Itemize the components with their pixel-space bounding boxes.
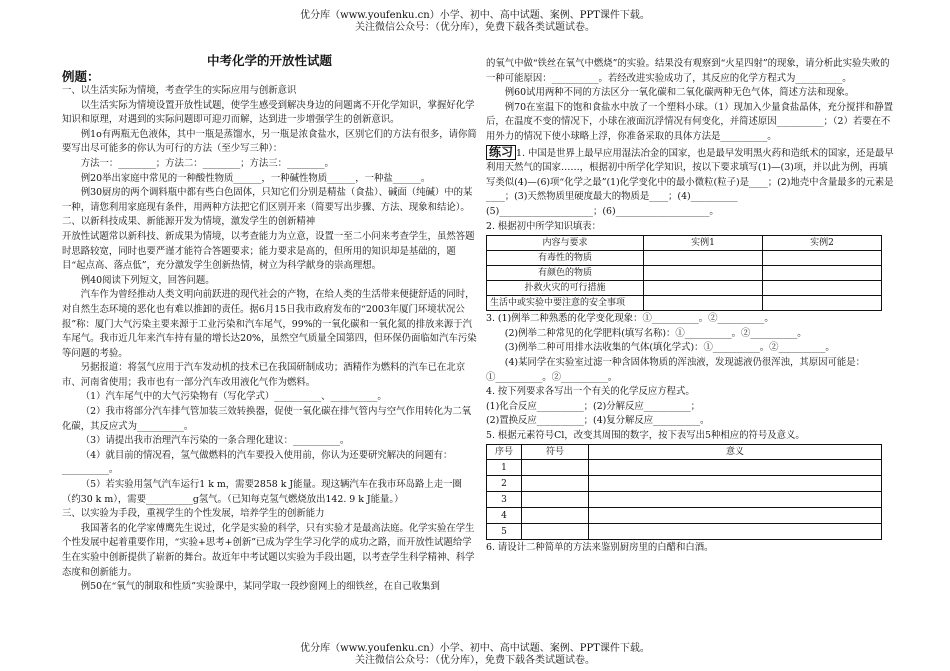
answer-cell[interactable]	[589, 476, 882, 492]
section-heading-1: 一、以生活实际为情境，考查学生的实际应用与创新意识	[62, 85, 297, 96]
answer-cell[interactable]	[589, 508, 882, 524]
question-6: 6. 请设计二种简单的方法来鉴别厨房里的白醋和白酒。	[486, 542, 714, 554]
answer-cell[interactable]	[644, 251, 763, 266]
right-column	[486, 57, 894, 556]
table-header: 实例1	[644, 236, 763, 251]
question-4-2: （2）我市将部分汽车排气管加装三效转换器，促使一氧化碳在排气管内与空气作用转化为二氧化碳，其反应式为__________。	[62, 406, 472, 432]
footer-line-1: 优分库（www.youfenku.cn）小学、初中、高中试题、案例、PPT课件下载。	[300, 643, 650, 654]
table-cell: 有颜色的物质	[487, 266, 644, 281]
table-cell: 5	[487, 524, 522, 540]
answer-cell[interactable]	[589, 524, 882, 540]
answer-cell[interactable]	[589, 492, 882, 508]
answer-cell[interactable]	[522, 524, 589, 540]
table-row	[487, 281, 882, 296]
table-header: 符号	[522, 445, 589, 460]
question-4-5: （5）若实验用氢气汽车运行1 k m，需要2858 k J能量。现这辆汽车在我市环岛路上走一圈（约30 k m），需要__________g氢气。（已知每克氢气燃烧放出142. 9 k J能量。）	[62, 479, 462, 505]
section-heading-3: 三、以实验为手段，重视学生的个性发展，培养学生的创新能力	[62, 508, 325, 520]
answer-cell[interactable]	[522, 508, 589, 524]
question-4: 4. 按下列要求各写出一个有关的化学反应方程式。	[486, 386, 695, 398]
example-7: 例70在室温下的饱和食盐水中放了一个塑料小球。（1）现加入少量食盐晶体，充分搅拌和静置后，在温度不变的情况下，小球在液面沉浮情况有何变化，并简述原因__________；（2）若要在不用外力的情况下使小球略上浮，你准备采取的具体方法是__________。	[486, 101, 893, 142]
question-4-4: （4）就目前的情况看，氢气做燃料的汽车要投入使用前，你认为还要研究解决的问题有：__________。	[62, 449, 453, 476]
answer-cell[interactable]	[589, 460, 882, 476]
passage: 另据报道：将氢气应用于汽车发动机的技术已在我国研制成功；酒精作为燃料的汽车已在北京市、河南省使用；我市也有一部分汽车改用液化气作为燃料。	[62, 362, 466, 388]
question-3-3: (3)例举二种可用排水法收集的气体(填化学式)：①__________。②__________。	[504, 342, 835, 354]
example-3: 例30厨房的两个调料瓶中都有些白色固体，只知它们分别是精盐（食盐）、碱面（纯碱）中的某一种，请您利用家庭现有条件，用两种方法把它们区别开来（简要写出步骤、方法、现象和结论）。	[62, 187, 473, 213]
question-5: 5. 根据元素符号Cl，改变其周围的数字，按下表写出5种相应的符号及意义。	[486, 429, 805, 441]
answer-cell[interactable]	[763, 251, 882, 266]
example-1: 例1o有两瓶无色液体，其中一瓶是蒸馏水，另一瓶是浓食盐水，区别它们的方法有很多，请你简要写出尽可能多的你认为可行的方法（至少写三种）：	[62, 128, 477, 155]
table-header: 实例2	[763, 236, 882, 251]
table-cell: 1	[487, 460, 522, 476]
table-cell: 2	[487, 476, 522, 492]
table-header: 内容与要求	[487, 236, 644, 251]
example-5: 例50在“氧气的制取和性质”实验课中，某同学取一段纱窗网上的细铁丝，在自己收集到	[80, 581, 440, 593]
paragraph: 我国著名的化学家傅鹰先生说过，化学是实验的科学，只有实验才是最高法庭。化学实验在学生个性发展中起着重要作用，“实验+思考+创新”已成为学生学习化学的成功之路，而开放性试题给学生在实验中创新提供了崭新的舞台。故近年中考试题以实验为手段出题，以考查学生科学精神、科学态度和创新能力。	[62, 522, 475, 578]
table-row	[487, 251, 882, 266]
question-3-1: 3. (1)例举二种熟悉的化学变化现象：①__________。②__________。	[486, 313, 774, 325]
practice-1-tail: (5)____________________；(6)____________________。	[486, 205, 719, 217]
question-4-line-2: (2)置换反应__________；(4)复分解反应__________。	[486, 415, 710, 427]
question-4-3: （3）请提出我市治理汽车污染的一条合理化建议：__________。	[80, 435, 350, 447]
paragraph: 以生活实际为情境设置开放性试题，使学生感受到解决身边的问题离不开化学知识，掌握好化学知识和原理，对遇到的实际问题即可迎刃而解，达到进一步增强学生的创新意识。	[62, 99, 475, 126]
question-3-2: (2)例举二种常见的化学肥料(填写名称)：①__________。②__________。	[504, 327, 807, 339]
document-title: 中考化学的开放性试题	[206, 53, 332, 68]
example-1-blanks: 方法一：________；方法二：________；方法三：________。	[80, 157, 334, 169]
paragraph: 开放性试题常以新科技、新成果为情境，以考查能力为立意，设置一至二小问来考查学生，虽然答题时思路较宽，同时也要严谨才能符合答题要求；能力要求是高的，但所用的知识却是基础的，题目“起点高、落点低”，充分激发学生创新热情，树立为科学献身的崇高理想。	[62, 230, 475, 272]
question-4-1: （1）汽车尾气中的大气污染物有（写化学式）__________、__________。	[80, 391, 387, 403]
question-2: 2. 根据初中所学知识填表：	[486, 220, 602, 232]
example-6: 例60试用两种不同的方法区分一氧化碳和二氧化碳两种无色气体，简述方法和现象。	[504, 87, 855, 99]
answer-cell[interactable]	[763, 281, 882, 296]
answer-cell[interactable]	[522, 492, 589, 508]
table-header: 意义	[589, 445, 882, 460]
table-row	[487, 508, 882, 524]
answer-cell[interactable]	[644, 266, 763, 281]
table-row	[487, 476, 882, 492]
passage: 汽车作为曾经推动人类文明向前跃进的现代社会的产物，在给人类的生活带来便捷舒适的同时，对自然生态环境的恶化也有难以推卸的责任。据6月15日我市政府发布的“2003年厦门环境状况公报”称：厦门大气污染主要来源于工业污染和汽车尾气，99%的一氧化碳和一氧化氮的排放来源于汽车尾气。我市近几年来汽车持有量的增长达20%，虽然空气质量全国第四，但环保仍面临如汽车污染等问题的考验。	[62, 289, 477, 359]
page-footer	[0, 643, 950, 667]
table-row	[487, 266, 882, 281]
table-cell: 生活中或实验中要注意的安全事项	[487, 296, 644, 311]
practice-1	[486, 145, 894, 205]
table-row	[487, 460, 882, 476]
practice-label: 练习	[486, 145, 516, 160]
table-row	[487, 296, 882, 311]
table-cell: 有毒性的物质	[487, 251, 644, 266]
content-table	[486, 235, 882, 311]
header-line-2: 关注微信公众号：（优分库），免费下载各类试题试卷。	[355, 22, 595, 33]
section-heading-2: 二、以新科技成果、新能源开发为情境，激发学生的创新精神	[62, 216, 316, 228]
table-header: 序号	[487, 445, 522, 460]
answer-cell[interactable]	[763, 266, 882, 281]
answer-cell[interactable]	[522, 460, 589, 476]
table-row	[487, 492, 882, 508]
header-line-1: 优分库（www.youfenku.cn）小学、初中、高中试题、案例、PPT课件下载。	[300, 10, 650, 21]
example-2: 例20举出家庭中常见的一种酸性物质______，一种碱性物质______，一种盐______。	[80, 172, 431, 184]
table-cell: 3	[487, 492, 522, 508]
table-cell: 4	[487, 508, 522, 524]
answer-cell[interactable]	[644, 296, 763, 311]
example-5-continued: 的氧气中做“铁丝在氧气中燃烧”的实验。结果没有观察到“火星四射”的现象，请分析此实验失败的一种可能原因：__________。若经改进实验成功了，其反应的化学方程式为__________。	[486, 58, 890, 84]
left-column	[62, 53, 477, 595]
question-4-line-1: (1)化合反应__________；(2)分解反应__________；	[486, 400, 701, 412]
examples-heading: 例题：	[62, 69, 100, 84]
question-3-4: (4)某同学在实验室过滤一种含固体物质的浑浊液，发现滤液仍很浑浊，其原因可能是：①__________。②__________。	[486, 356, 865, 383]
practice-1-text: 1. 中国是世界上最早应用湿法冶金的国家，也是最早发明黑火药和造纸术的国家，还是最早利用天然气的国家……，根据初中所学化学知识，按以下要求填写(1)—(3)项，并以此为例，再填写类似(4)—(6)项“化学之最”(1)化学变化中的最小微粒(粒子)是____；(2)地壳中含量最多的元素是____；(3)天然物质里硬度最大的物质是____；(4)__________	[486, 147, 894, 203]
table-row	[487, 524, 882, 540]
footer-line-2: 关注微信公众号：（优分库），免费下载各类试题试卷。	[355, 655, 595, 666]
answer-cell[interactable]	[522, 476, 589, 492]
answer-cell[interactable]	[763, 296, 882, 311]
symbol-table	[486, 444, 882, 540]
page-header	[0, 10, 950, 34]
answer-cell[interactable]	[644, 281, 763, 296]
example-4: 例40阅读下列短文，回答问题。	[80, 274, 215, 286]
table-cell: 扑救火灾的可行措施	[487, 281, 644, 296]
